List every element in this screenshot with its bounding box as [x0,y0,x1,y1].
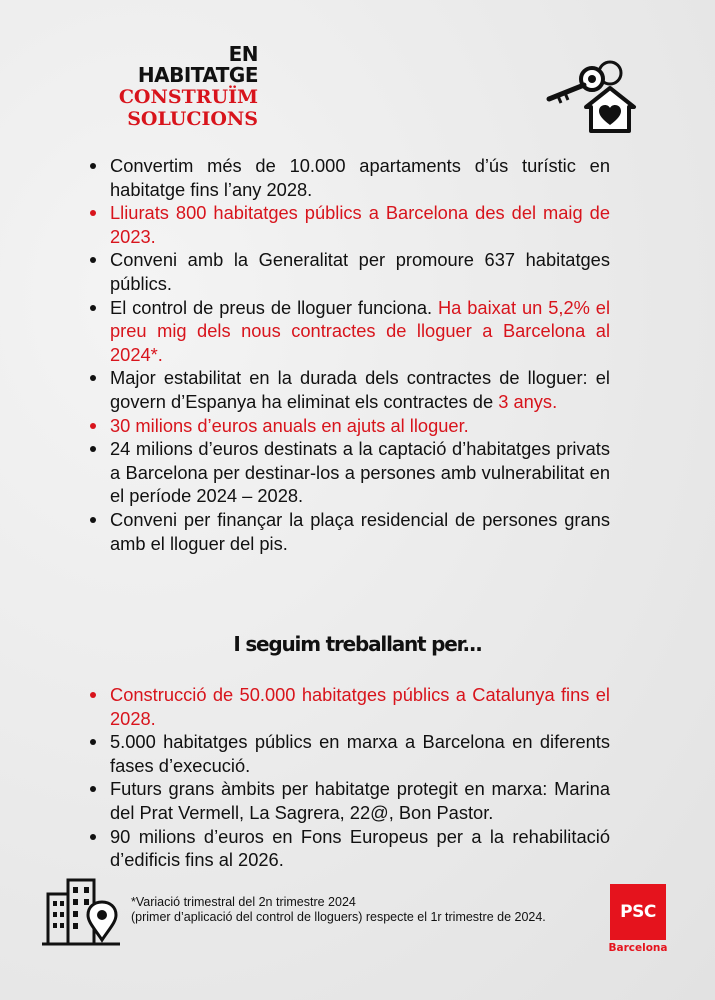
list-item [90,437,610,508]
item-text: 5.000 habitatges públics en marxa a Barcelona en diferents fases d’execució. [110,731,610,776]
list-item [90,248,610,295]
list-item [90,683,610,730]
list-item [90,414,610,438]
item-text: Convertim més de 10.000 apartaments d’ús turístic en habitatge fins l’any 2028. [110,155,610,200]
header-title [108,44,258,130]
psc-logo-text: PSC [620,902,656,922]
list-item [90,201,610,248]
list-item [90,730,610,777]
psc-city-label: Barcelona [608,942,668,954]
item-text: 24 milions d’euros destinats a la captació d’habitatges privats a Barcelona per destinar-los a persones amb vulnerabilitat en el període 2024 – 2028. [110,438,610,507]
achievements-list [90,154,610,555]
list-item [90,508,610,555]
item-text: Conveni per finançar la plaça residencial de persones grans amb el lloguer del pis. [110,508,610,554]
footnote-line-1: *Variació trimestral del 2n trimestre 2024 [131,895,356,909]
item-highlight: Ha baixat un 5,2% el preu mig dels nous contractes de lloguer a Barcelona al 2024*. [110,296,611,365]
commitments-list [90,683,610,872]
psc-logo [610,884,666,940]
buildings-location-icon [40,876,122,948]
item-highlight: 30 milions d’euros anuals en ajuts al lloguer. [110,414,469,436]
keys-house-icon [544,55,640,135]
section-title: I seguim treballant per... [233,632,482,656]
header-line-en: EN [228,42,258,66]
footnote [131,895,601,925]
item-text: Futurs grans àmbits per habitatge protegit en marxa: Marina del Prat Vermell, La Sagrera, 22@, Bon Pastor. [110,778,610,823]
list-item [90,777,610,824]
list-item [90,366,610,413]
list-item [90,825,610,872]
header-line-habitatge: HABITATGE [137,63,258,87]
item-text: Conveni amb la Generalitat per promoure 637 habitatges públics. [110,249,610,294]
item-text: El control de preus de lloguer funciona. [110,296,438,318]
list-item [90,154,610,201]
item-highlight: Lliurats 800 habitatges públics a Barcelona des del maig de 2023. [110,202,610,247]
item-text: 90 milions d’euros en Fons Europeus per a la rehabilitació d’edificis fins al 2026. [110,825,610,871]
item-highlight: 3 anys. [498,390,558,412]
item-highlight: Construcció de 50.000 habitatges públics a Catalunya fins el 2028. [110,684,610,729]
list-item [90,296,610,367]
header-line-solucions: SOLUCIONS [127,108,258,130]
footnote-line-2: (primer d’aplicació del control de lloguers) respecte el 1r trimestre de 2024. [131,910,546,924]
header-line-construim: CONSTRUÏM [118,86,258,108]
item-text: Major estabilitat en la durada dels contractes de lloguer: el govern d’Espanya ha eliminat els contractes de [110,367,610,412]
